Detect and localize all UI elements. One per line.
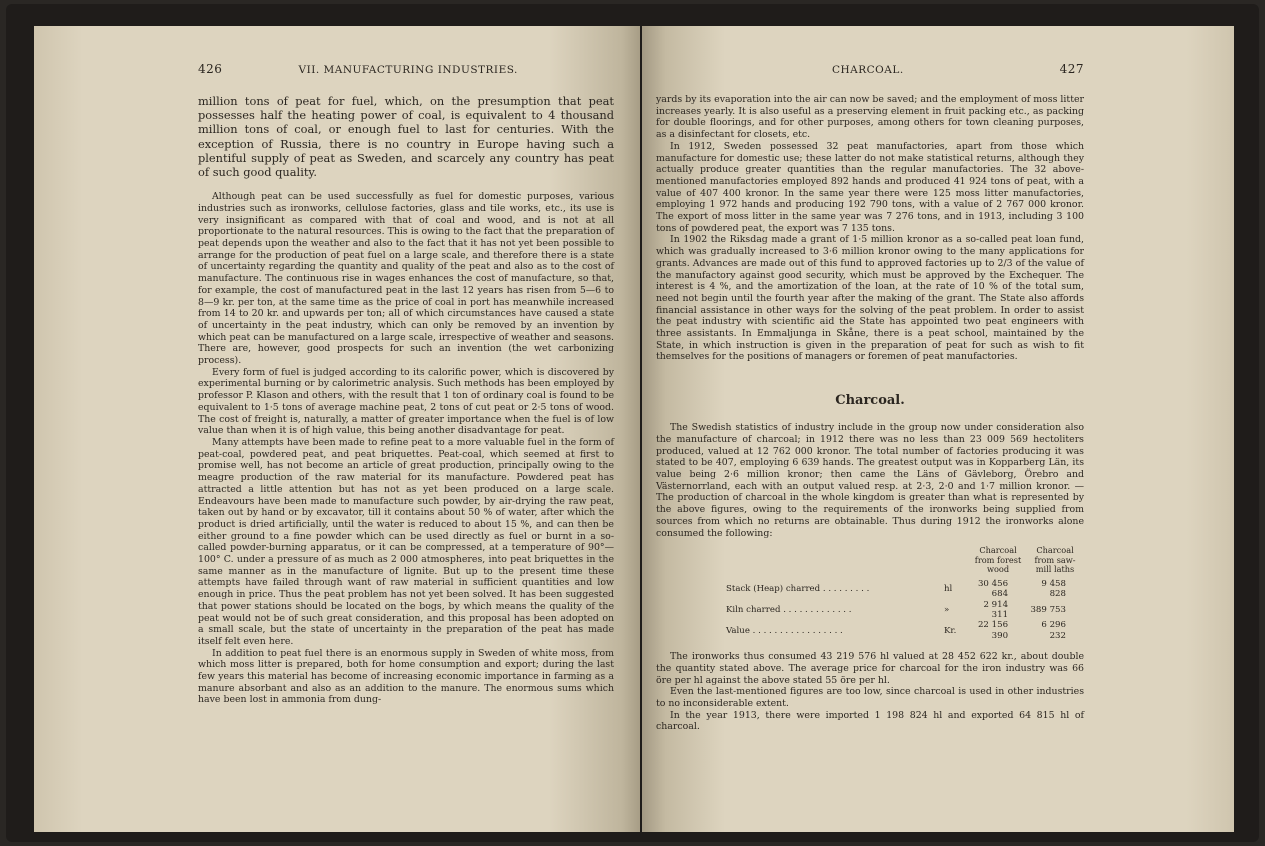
body-paragraph: The ironworks thus consumed 43 219 576 hl valued at 28 452 622 kr., about double the quantity stated above. The average price for charcoal for the iron industry was 66 öre per hl against the above stated 55 öre per hl. [656, 651, 1084, 686]
body-paragraph: In addition to peat fuel there is an enormous supply in Sweden of white moss, from which moss litter is prepared, both for home consumption and export; during the last few years this material has become of increasing economic importance in farming as a manure absorbant and also as an addition to the manure. The enormous sums which have been lost in ammonia from dung- [198, 647, 614, 706]
running-head: VII. MANUFACTURING INDUSTRIES. [298, 64, 518, 76]
body-paragraph: In 1902 the Riksdag made a grant of 1·5 million kronor as a so-called peat loan fund, which was gradually increased to 3·6 million kronor owing to the many applications for grants. Advances are made out of this fund to approved factories up to 2/3 of the value of the manufactory against good security, which must be approved by the Exchequer. The interest is 4 %, and the amortization of the loan, at the rate of 10 % of the total sum, need not begin until the fourth year after the making of the grant. The State also affords financial assistance in other ways for the solving of the peat problem. In order to assist the peat industry with scientific aid the State has appointed two peat engineers with three assistants. In Emmaljunga in Skåne, there is a peat school, maintained by the State, in which instruction is given in the preparation of peat for such as wish to fit themselves for the positions of managers or foremen of peat manufactories. [656, 234, 1084, 363]
section-title: Charcoal. [835, 393, 905, 409]
body-paragraph: The Swedish statistics of industry include in the group now under consideration also the manufacture of charcoal; in 1912 there was no less than 23 009 569 hectoliters produced, valued at 12 762 000 kronor. The total number of factories producing it was stated to be 407, employing 6 639 hands. The greatest output was in Kopparberg Län, its value being 2·6 million kronor; then came the Läns of Gävleborg, Örebro and Västernorrland, each with an output valued resp. at 2·3, 2·0 and 1·7 million kronor. — The production of charcoal in the whole kingdom is greater than what is represented by the above figures, owing to the requirements of the ironworks being supplied from sources from which no returns are obtainable. Thus during 1912 the ironworks alone consumed the following: [656, 422, 1084, 539]
charcoal-table [656, 545, 1084, 641]
running-head: CHARCOAL. [831, 64, 904, 76]
page-number: 427 [1059, 62, 1084, 76]
open-book [6, 4, 1259, 842]
right-page [642, 26, 1234, 832]
row-value: 2 914 311 [983, 599, 1009, 620]
body-paragraph: yards by its evaporation into the air can now be saved; and the employment of moss litter increases yearly. It is also useful as a preserving element in fruit packing etc., as packing for double floorings, and for other purposes, among others for town cleaning purposes, as a disinfectant for closets, etc. [656, 94, 1084, 141]
table-header: Charcoal from saw-mill laths [1034, 545, 1076, 575]
right-page-header [656, 62, 1084, 76]
row-unit: Kr. [944, 625, 957, 636]
row-value: 22 156 390 [977, 620, 1009, 641]
table-row [656, 620, 1084, 641]
intro-paragraph: million tons of peat for fuel, which, on the presumption that peat possesses half the heating power of coal, is equivalent to 4 thousand million tons of coal, or enough fuel to last for centuries. With the exception of Russia, there is no country in Europe having such a plentiful supply of peat as Sweden, and scarcely any country has peat of such good quality. [198, 94, 614, 180]
row-label: Value . . . . . . . . . . . . . . . . . [726, 625, 843, 636]
body-paragraph: Even the last-mentioned figures are too low, since charcoal is used in other industries to no inconsiderable extent. [656, 686, 1084, 709]
table-row [656, 600, 1084, 621]
row-value: 6 296 232 [1041, 620, 1066, 641]
row-label: Stack (Heap) charred . . . . . . . . . [726, 583, 870, 594]
body-paragraph: In the year 1913, there were imported 1 198 824 hl and exported 64 815 hl of charcoal. [656, 709, 1084, 733]
body-paragraph: In 1912, Sweden possessed 32 peat manufactories, apart from those which manufacture for domestic use; these latter do not make statistical returns, although they actually produce greater quantities than the regular manufactories. The 32 above-mentioned manufactories employed 892 hands and produced 41 924 tons of peat, with a value of 407 400 kronor. In the same year there were 125 moss litter manufactories, employing 1 972 hands and producing 192 790 tons, with a value of 2 767 000 kronor. The export of moss litter in the same year was 7 276 tons, and in 1913, including 3 100 tons of powdered peat, the export was 7 135 tons. [656, 140, 1084, 234]
row-label: Kiln charred . . . . . . . . . . . . . [726, 604, 852, 615]
row-unit: hl [944, 583, 953, 594]
row-value: 389 753 [1030, 604, 1066, 615]
body-paragraph: Although peat can be used successfully as fuel for domestic purposes, various industries such as ironworks, cellulose factories, glass and tile works, etc., its use is very insignificant as compared with that of coal and wood, and is not at all proportionate to the natural resources. This is owing to the fact that the preparation of peat depends upon the weather and also to the fact that it has not yet been possible to arrange for the production of peat fuel on a large scale, and therefore there is a state of uncertainty regarding the quantity and quality of the peat and also as to the cost of manufacture. The continuous rise in wages enhances the cost of manufacture, so that, for example, the cost of manufactured peat in the last 12 years has risen from 5—6 to 8—9 kr. per ton, at the same time as the price of coal in port has meanwhile increased from 14 to 20 kr. and upwards per ton; all of which circumstances have caused a state of uncertainty in the peat industry, which can only be removed by an invention by which peat can be manufactured on a large scale, irrespective of weather and seasons. There are, however, good prospects for such an invention (the wet carbonizing process). [198, 191, 614, 367]
body-paragraph: Every form of fuel is judged according to its calorific power, which is discovered by experimental burning or by calorimetric analysis. Such methods has been employed by professor P. Klason and others, with the result that 1 ton of ordinary coal is found to be equivalent to 1·5 tons of average machine peat, 2 tons of cut peat or 2·5 tons of wood. The cost of freight is, naturally, a matter of greater importance when the fuel is of low value than when it is of high value, this being another disadvantage for peat. [198, 366, 614, 437]
body-paragraph: Many attempts have been made to refine peat to a more valuable fuel in the form of peat-coal, powdered peat, and peat briquettes. Peat-coal, which seemed at first to promise well, has not become an article of great production, principally owing to the meagre production of the raw material for its manufacture. Powdered peat has attracted a little attention but has not as yet been produced on a large scale. Endeavours have been made to manufacture such powder, by air-drying the raw peat, taken out by hand or by excavator, till it contains about 50 % of water, after which the product is dried artificially, until the water is reduced to about 15 %, and can then be either ground to a fine powder which can be used directly as fuel or burnt in a so-called powder-burning apparatus, or it can be compressed, at a temperature of 90°—100° C. under a pressure of as much as 2 000 atmospheres, into peat briquettes in the same manner as in the manufacture of lignite. But up to the present time these attempts have failed through want of raw material in sufficient quantities and low enough in price. Thus the peat problem has not yet been solved. It has been suggested that power stations should be located on the bogs, by which means the quality of the peat would not be of such great consideration, and this proposal has been adopted on a small scale, but the state of uncertainty in the preparation of the peat has made itself felt even here. [198, 436, 614, 647]
table-header: Charcoal from forest wood [974, 545, 1022, 575]
left-page [34, 26, 640, 832]
row-value: 30 456 684 [977, 578, 1009, 600]
left-page-header [198, 62, 614, 76]
table-row [656, 579, 1084, 600]
row-unit: » [944, 604, 950, 615]
page-number: 426 [198, 62, 223, 76]
row-value: 9 458 828 [1041, 578, 1066, 600]
